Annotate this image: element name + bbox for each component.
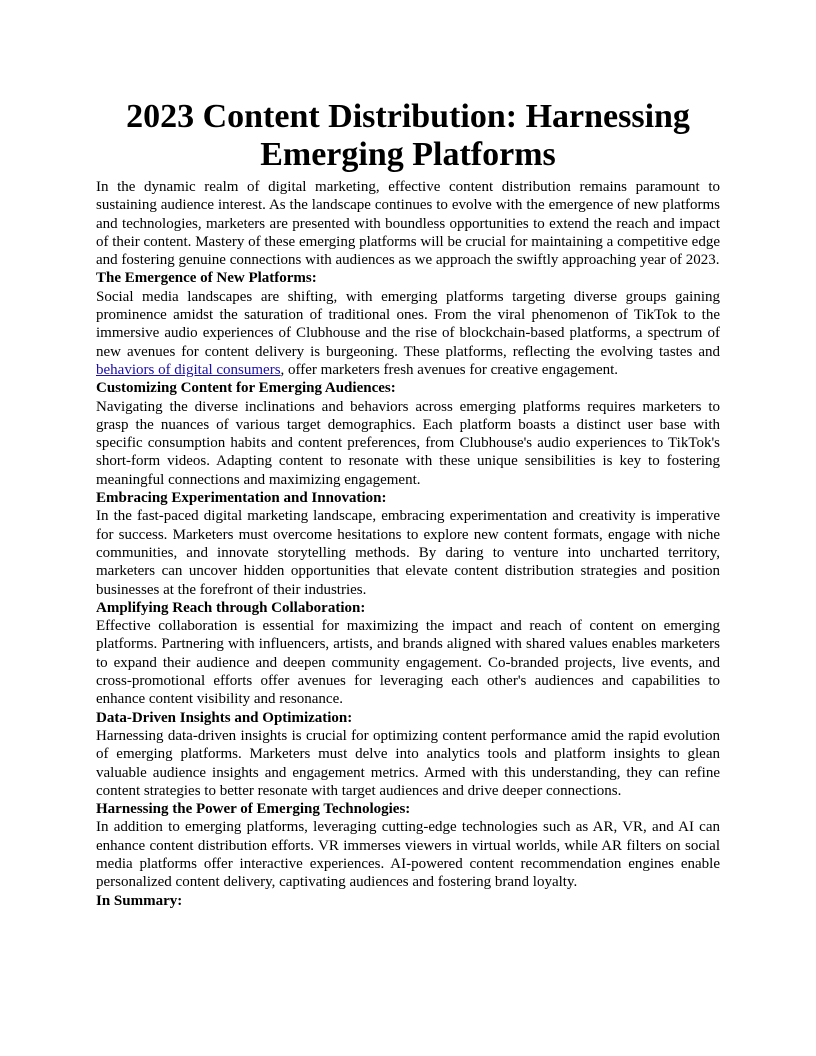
emergence-text-after-link: , offer marketers fresh avenues for creative engagement. [280,361,619,378]
section-body-collaboration: Effective collaboration is essential for maximizing the impact and reach of content on emerging platforms. Partnering with influencers, artists, and brands aligned with shared values enables marketers to expand their audience and deepen community engagement. Co-branded projects, live events, and cross-promotional efforts offer avenues for leveraging each other's audiences and capabilities to enhance content visibility and resonance. [96,618,720,708]
section-body-customizing: Navigating the diverse inclinations and behaviors across emerging platforms requires marketers to grasp the nuances of various target demographics. Each platform boasts a distinct user base with specific consumption habits and content preferences, from Clubhouse's audio experiences to TikTok's short-form videos. Adapting content to resonate with these unique sensibilities is key to fostering meaningful connections and maximizing engagement. [96,398,720,488]
section-body-technologies: In addition to emerging platforms, leveraging cutting-edge technologies such as AR, VR, and AI can enhance content distribution efforts. VR immerses viewers in virtual worlds, while AR filters on social media platforms offer interactive experiences. AI-powered content recommendation engines enable personalized content delivery, captivating audiences and fostering brand loyalty. [96,819,720,891]
section-heading-collaboration: Amplifying Reach through Collaboration: [96,599,366,616]
section-heading-customizing: Customizing Content for Emerging Audiences: [96,380,396,397]
intro-paragraph: In the dynamic realm of digital marketing, effective content distribution remains paramount to sustaining audience interest. As the landscape continues to evolve with the emergence of new platforms and technologies, marketers are presented with boundless opportunities to extend the reach and impact of their content. Mastery of these emerging platforms will be crucial for maintaining a competitive edge and fostering genuine connections with audiences as we approach the swiftly approaching year of 2023. [96,179,720,269]
page-title: 2023 Content Distribution: Harnessing Emerging Platforms [126,98,690,173]
section-heading-technologies: Harnessing the Power of Emerging Technologies: [96,801,411,818]
document-page [96,98,720,910]
section-body-experimentation: In the fast-paced digital marketing landscape, embracing experimentation and creativity is imperative for success. Marketers must overcome hesitations to explore new content formats, engage with niche communities, and innovate storytelling methods. By daring to venture into uncharted territory, marketers can uncover hidden opportunities that elevate content distribution strategies and position businesses at the forefront of their industries. [96,508,720,598]
digital-consumers-link[interactable]: behaviors of digital consumers [96,361,281,378]
section-heading-insights: Data-Driven Insights and Optimization: [96,709,353,726]
section-heading-summary: In Summary: [96,892,183,909]
section-body-insights: Harnessing data-driven insights is crucial for optimizing content performance amid the rapid evolution of emerging platforms. Marketers must delve into analytics tools and platform insights to glean valuable audience insights and engagement metrics. Armed with this understanding, they can refine content strategies to better resonate with target audiences and drive deeper connections. [96,727,720,799]
section-heading-emergence: The Emergence of New Platforms: [96,270,317,287]
section-body-emergence [96,288,720,379]
emergence-text-before-link: Social media landscapes are shifting, with emerging platforms targeting diverse groups gaining prominence amidst the saturation of traditional ones. From the viral phenomenon of TikTok to the immersive audio experiences of Clubhouse and the rise of blockchain-based platforms, a spectrum of new avenues for content delivery is burgeoning. These platforms, reflecting the evolving tastes and [96,288,720,360]
section-heading-experimentation: Embracing Experimentation and Innovation: [96,490,387,507]
